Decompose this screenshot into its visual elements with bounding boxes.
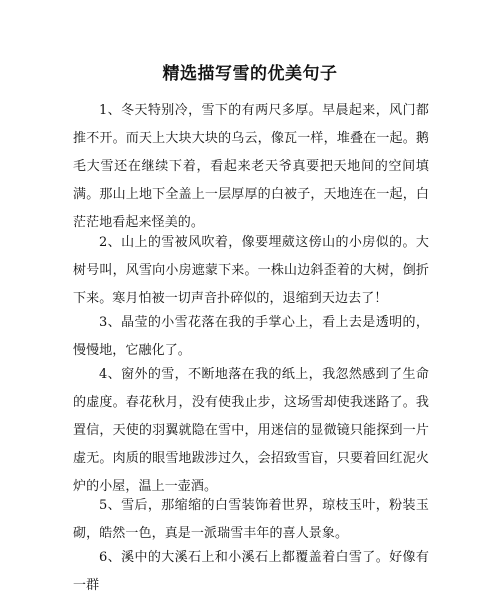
paragraph-3: 3、晶莹的小雪花落在我的手掌心上，看上去是透明的，慢慢地，它融化了。 — [73, 315, 429, 358]
document-title: 精选描写雪的优美句子 — [162, 64, 338, 84]
paragraph-1: 1、冬天特别冷，雪下的有两尺多厚。早晨起来，风门都推不开。而天上大块大块的乌云，像瓦一样，堆叠在一起。鹅毛大雪还在继续下着，看起来老天爷真要把天地间的空间填满。那山上地下全盖上一层厚厚的白被子，天地连在一起，白茫茫地看起来怪美的。 — [73, 103, 429, 230]
paragraph-2: 2、山上的雪被风吹着，像要埋葳这傍山的小房似的。大树号叫，风雪向小房遮蒙下来。一株山边斜歪着的大树，倒折下来。寒月怕被一切声音扑碎似的，退缩到天边去了！ — [73, 235, 429, 306]
paragraph-5: 5、雪后，那缩缩的白雪装饰着世界，琼枝玉叶，粉装玉砌，皓然一色，真是一派瑞雪丰年的喜人景象。 — [73, 498, 429, 541]
paragraph-4: 4、窗外的雪，不断地落在我的纸上，我忽然感到了生命的虚度。春花秋月，没有使我止步，这场雪却使我迷路了。我置信，天使的羽翼就隐在雪中，用迷信的显微镜只能探到一片虚无。肉质的眼雪地跋涉过久，会招致雪盲，只要着回红泥火炉的小屋，温上一壶酒。 — [73, 367, 429, 494]
paragraph-6: 6、溪中的大溪石上和小溪石上都覆盖着白雪了。好像有一群 — [73, 550, 429, 593]
